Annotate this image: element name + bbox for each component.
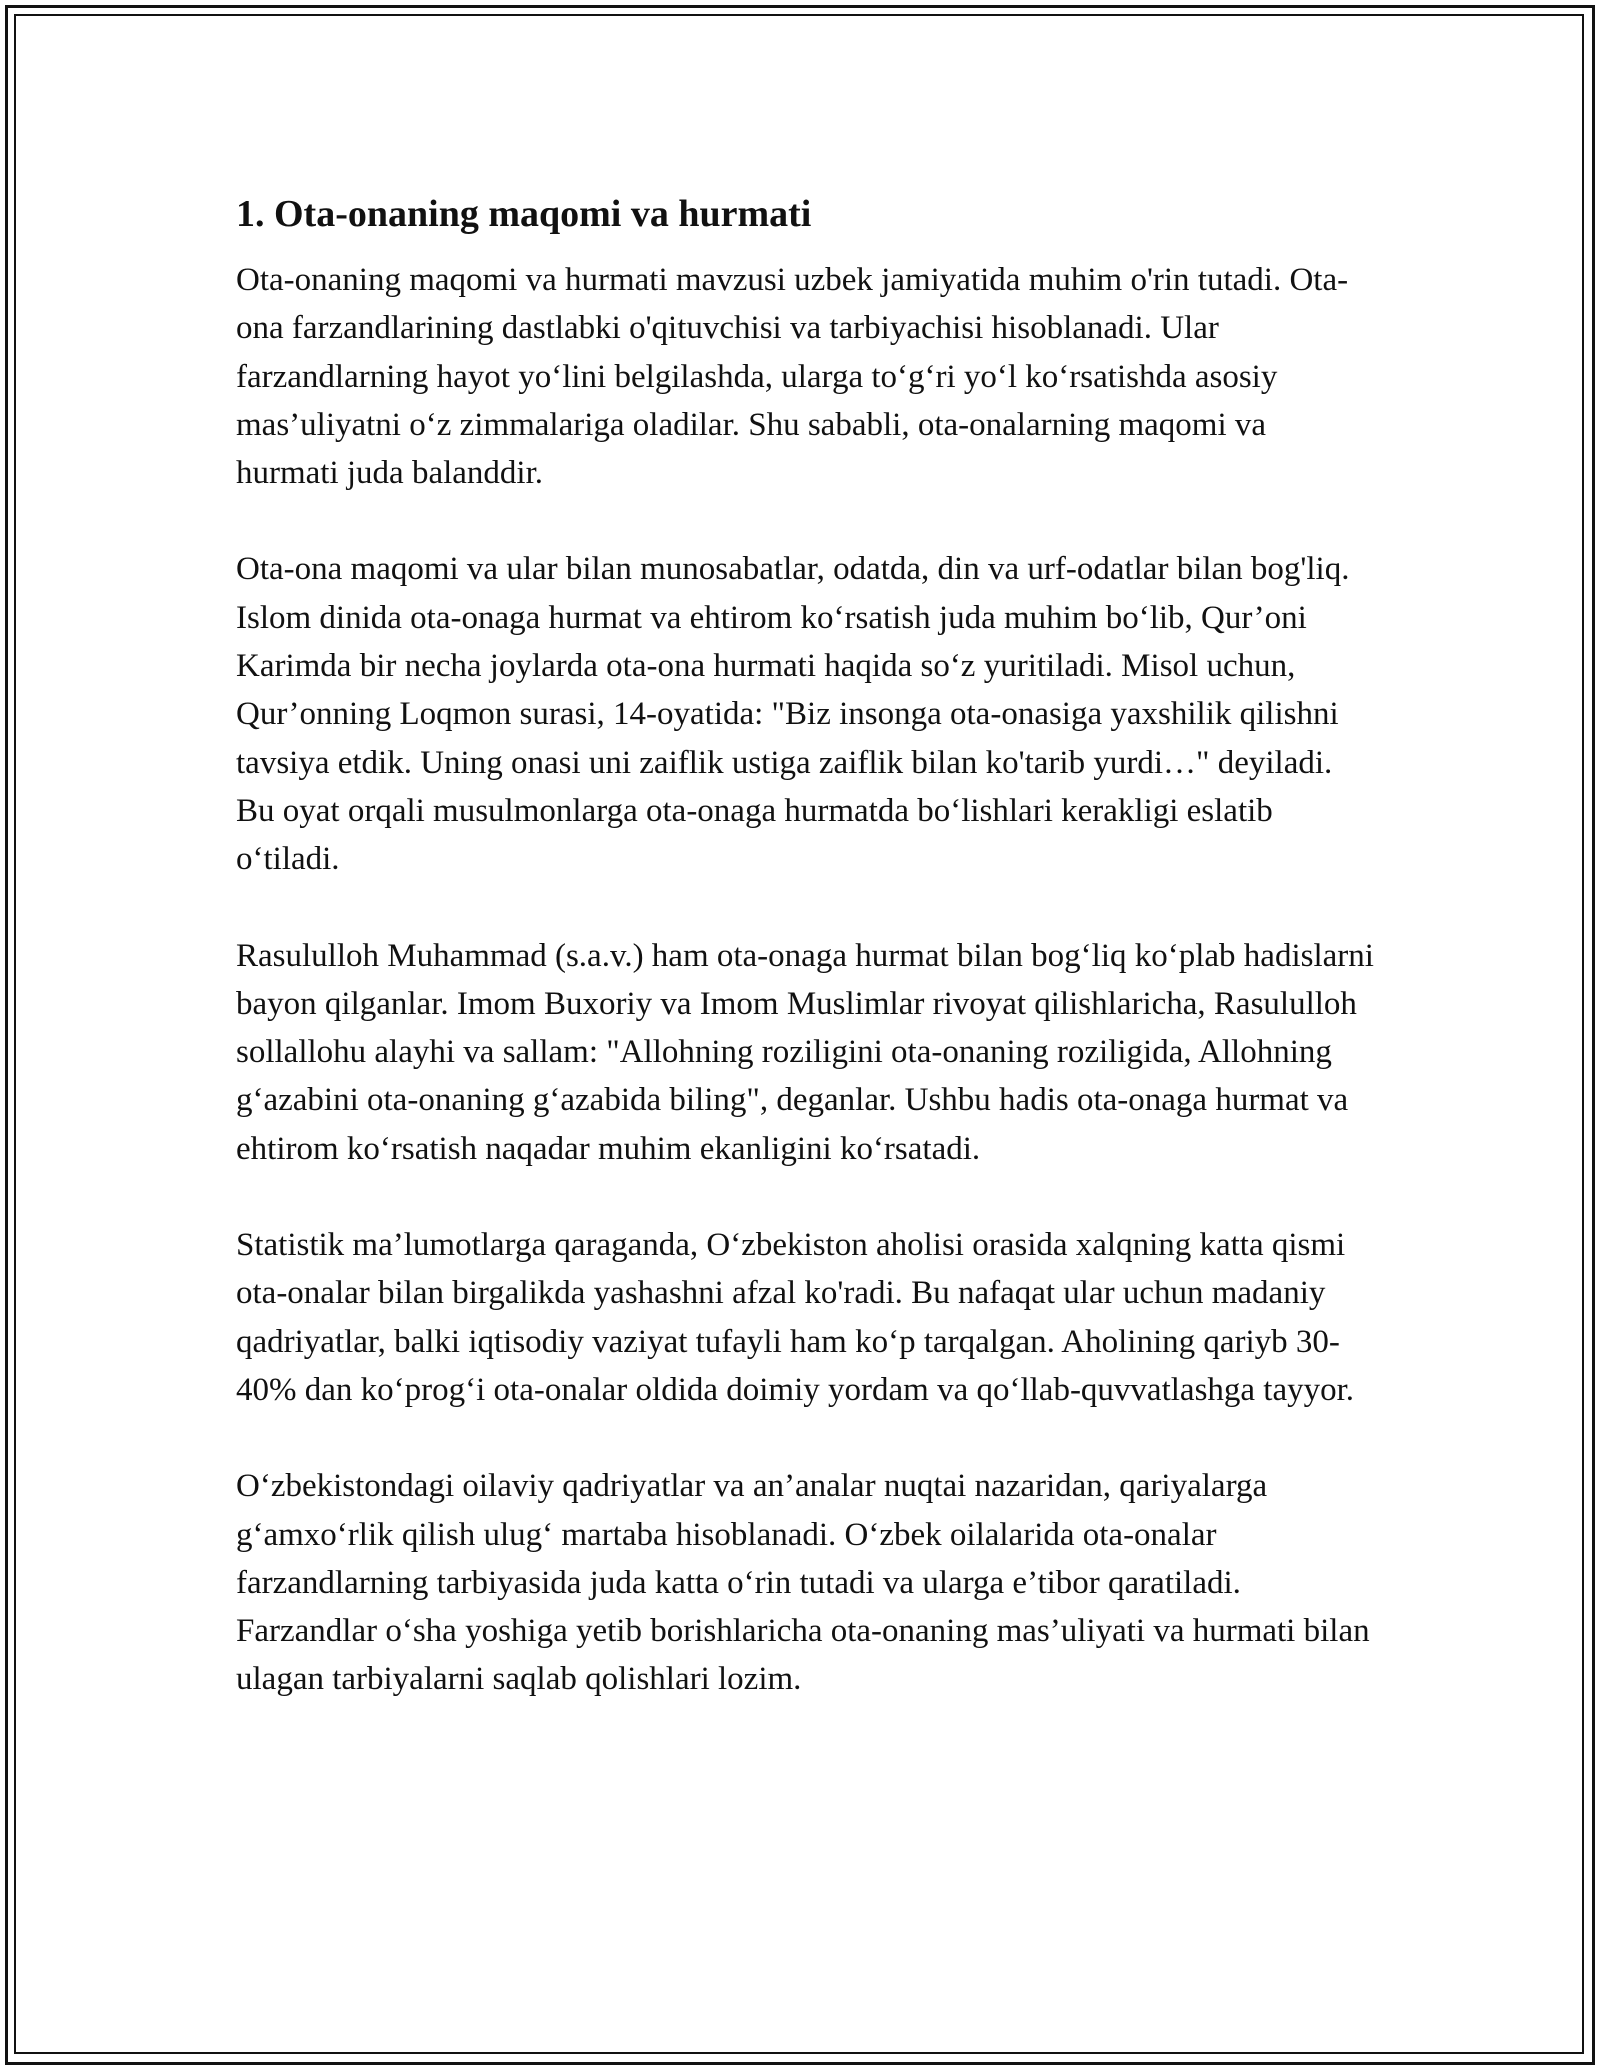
- paragraph-intro: Ota-onaning maqomi va hurmati mavzusi uzbek jamiyatida muhim o'rin tutadi. Ota-ona farzandlarining dastlabki o'qituvchisi va tarbiyachisi hisoblanadi. Ular farzandlarning hayot yoʻlini belgilashda, ularga toʻgʻri yoʻl koʻrsatishda asosiy mas’uliyatni oʻz zimmalariga oladilar. Shu sababli, ota-onalarning maqomi va hurmati juda balanddir.: [236, 262, 1349, 492]
- paragraph-family-values: Oʻzbekistondagi oilaviy qadriyatlar va an’analar nuqtai nazaridan, qariyalarga gʻamxoʻrlik qilish ulugʻ martaba hisoblanadi. Oʻzbek oilalarida ota-onalar farzandlarning tarbiyasida juda katta oʻrin tutadi va ularga e’tibor qaratiladi. Farzandlar oʻsha yoshiga yetib borishlaricha ota-onaning mas’uliyati va hurmati bilan ulagan tarbiyalarni saqlab qolishlari lozim.: [236, 1468, 1370, 1698]
- paragraph-hadith: Rasululloh Muhammad (s.a.v.) ham ota-onaga hurmat bilan bogʻliq koʻplab hadislarni bayon qilganlar. Imom Buxoriy va Imom Muslimlar rivoyat qilishlaricha, Rasululloh sollallohu alayhi va sallam: "Allohning roziligini ota-onaning roziligida, Allohning gʻazabini ota-onaning gʻazabida biling", deganlar. Ushbu hadis ota-onaga hurmat va ehtirom koʻrsatish naqadar muhim ekanligini koʻrsatadi.: [236, 937, 1374, 1167]
- document-body: [236, 188, 1376, 1752]
- paragraph-statistics: Statistik ma’lumotlarga qaraganda, Oʻzbekiston aholisi orasida xalqning katta qismi ota-onalar bilan birgalikda yashashni afzal ko'radi. Bu nafaqat ular uchun madaniy qadriyatlar, balki iqtisodiy vaziyat tufayli ham koʻp tarqalgan. Aholining qariyb 30-40% dan koʻprogʻi ota-onalar oldida doimiy yordam va qoʻllab-quvvatlashga tayyor.: [236, 1227, 1355, 1408]
- section-title: 1. Ota-onaning maqomi va hurmati: [236, 193, 812, 235]
- paragraph-religion: Ota-ona maqomi va ular bilan munosabatlar, odatda, din va urf-odatlar bilan bog'liq. Islom dinida ota-onaga hurmat va ehtirom koʻrsatish juda muhim boʻlib, Qur’oni Karimda bir necha joylarda ota-ona hurmati haqida soʻz yuritiladi. Misol uchun, Qur’onning Loqmon surasi, 14-oyatida: "Biz insonga ota-onasiga yaxshilik qilishni tavsiya etdik. Uning onasi uni zaiflik ustiga zaiflik bilan ko'tarib yurdi…" deyiladi. Bu oyat orqali musulmonlarga ota-onaga hurmatda boʻlishlari kerakligi eslatib oʻtiladi.: [236, 551, 1350, 878]
